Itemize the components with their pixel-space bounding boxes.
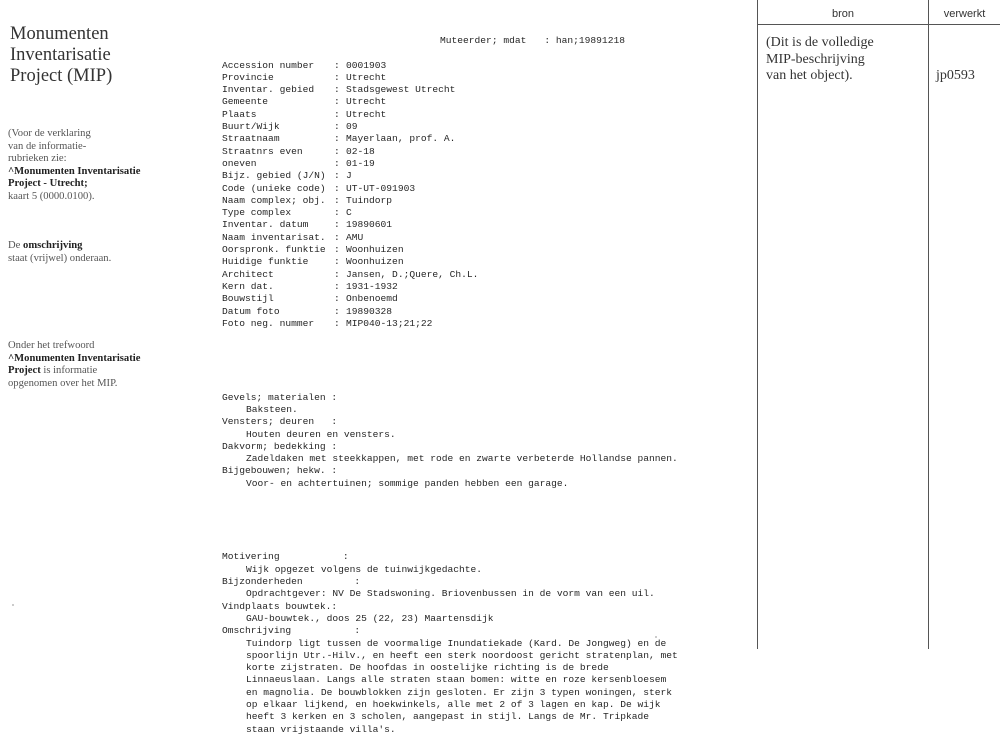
field-value: UT-UT-091903 xyxy=(346,182,416,194)
page-title xyxy=(10,24,180,87)
field-colon: : xyxy=(334,256,340,268)
field-value: Jansen, D.;Quere, Ch.L. xyxy=(346,268,479,280)
field-row xyxy=(222,60,742,72)
field-value: Utrecht xyxy=(346,96,387,108)
field-value: 19890328 xyxy=(346,305,393,317)
bron-line: MIP-beschrijving xyxy=(766,51,865,67)
field-colon: : xyxy=(334,293,340,305)
field-label: Accession number xyxy=(222,59,315,71)
field-colon: : xyxy=(334,71,340,83)
field-label: Code (unieke code) xyxy=(222,182,326,194)
note-line: Onder het trefwoord xyxy=(8,340,95,351)
record-section xyxy=(222,392,742,417)
record-section xyxy=(222,625,742,736)
field-colon: : xyxy=(334,182,340,194)
field-row xyxy=(222,195,742,207)
table-divider xyxy=(928,0,929,649)
field-colon: : xyxy=(334,108,340,120)
section-text-line: Baksteen. xyxy=(246,403,298,415)
field-row xyxy=(222,84,742,96)
section-heading: Gevels; materialen : xyxy=(222,391,338,403)
field-label: Straatnrs even xyxy=(222,145,303,157)
note-text: is informatie xyxy=(40,365,98,377)
field-label: Gemeente xyxy=(222,96,269,108)
field-list xyxy=(222,60,742,331)
field-colon: : xyxy=(334,317,340,329)
scan-speck xyxy=(12,604,14,606)
field-value: AMU xyxy=(346,231,364,243)
field-row xyxy=(222,96,742,108)
field-label: Naam complex; obj. xyxy=(222,194,326,206)
note-line: (Voor de verklaring xyxy=(8,128,91,139)
section-text-line: Tuindorp ligt tussen de voormalige Inundatiekade (Kard. De Jongweg) en de xyxy=(246,637,667,649)
note-line: van de informatie- xyxy=(8,140,87,152)
field-label: Oorspronk. funktie xyxy=(222,244,326,256)
field-colon: : xyxy=(334,170,340,182)
field-row xyxy=(222,293,742,305)
field-colon: : xyxy=(334,280,340,292)
section-heading: Motivering : xyxy=(222,551,349,563)
field-row xyxy=(222,244,742,256)
section-text-line: Linnaeuslaan. Langs alle straten staan bomen: witte en roze kersenbloesem xyxy=(246,674,667,686)
note-line: staat (vrijwel) onderaan. xyxy=(8,252,112,264)
note-bold: omschrijving xyxy=(23,240,83,251)
note-line: opgenomen over het MIP. xyxy=(8,377,118,389)
field-label: Type complex xyxy=(222,207,292,219)
field-colon: : xyxy=(334,268,340,280)
field-colon: : xyxy=(334,231,340,243)
field-value: 02-18 xyxy=(346,145,375,157)
section-text-line: Wijk opgezet volgens de tuinwijkgedachte. xyxy=(246,563,483,575)
field-row xyxy=(222,146,742,158)
field-label: Kern dat. xyxy=(222,280,274,292)
bron-line: van het object). xyxy=(766,68,853,83)
title-line: Monumenten xyxy=(10,24,109,44)
section-text-line: korte zijstraten. De hoofdas in oostelijke richting is de brede xyxy=(246,662,609,674)
note-bold-line: ^Monumenten Inventarisatie xyxy=(8,165,141,177)
field-colon: : xyxy=(334,219,340,231)
field-value: J xyxy=(346,170,352,182)
field-label: Datum foto xyxy=(222,305,280,317)
section-text-line: GAU-bouwtek., doos 25 (22, 23) Maartensdijk xyxy=(246,612,494,624)
field-label: Foto neg. nummer xyxy=(222,317,315,329)
field-value: Woonhuizen xyxy=(346,256,404,268)
muteerder-value: : han;19891218 xyxy=(544,35,625,46)
muteerder-field xyxy=(440,35,625,47)
section-list-physical xyxy=(222,392,742,490)
section-text-line: Houten deuren en vensters. xyxy=(246,428,396,440)
section-heading: Bijgebouwen; hekw. : xyxy=(222,465,338,477)
field-value: Utrecht xyxy=(346,108,387,120)
field-value: C xyxy=(346,207,352,219)
field-colon: : xyxy=(334,59,340,71)
column-header-verwerkt: verwerkt xyxy=(943,8,986,20)
scan-speck xyxy=(655,636,657,638)
field-colon: : xyxy=(334,145,340,157)
field-row xyxy=(222,207,742,219)
field-colon: : xyxy=(334,207,340,219)
section-list-description xyxy=(222,551,742,735)
column-header-bron: bron xyxy=(831,8,855,20)
record-section xyxy=(222,551,742,576)
field-value: 19890601 xyxy=(346,219,393,231)
section-text-line: staan vrijstaande villa's. xyxy=(246,723,396,735)
field-value: Tuindorp xyxy=(346,194,393,206)
field-row xyxy=(222,72,742,84)
field-value: Mayerlaan, prof. A. xyxy=(346,133,456,145)
title-line: Project (MIP) xyxy=(10,66,113,86)
record-section xyxy=(222,576,742,601)
field-value: Woonhuizen xyxy=(346,244,404,256)
field-value: 1931-1932 xyxy=(346,280,398,292)
field-value: 01-19 xyxy=(346,157,375,169)
record-section xyxy=(222,416,742,441)
section-heading: Dakvorm; bedekking : xyxy=(222,440,338,452)
section-text-line: spoorlijn Utr.-Hilv., en heeft een sterk noordoost gericht stratenplan, met xyxy=(246,649,678,661)
bron-cell xyxy=(766,35,926,85)
field-colon: : xyxy=(334,96,340,108)
note-bold-line: Project - Utrecht; xyxy=(8,178,88,190)
field-colon: : xyxy=(334,157,340,169)
field-colon: : xyxy=(334,133,340,145)
field-row xyxy=(222,219,742,231)
field-row xyxy=(222,170,742,182)
field-label: Huidige funktie xyxy=(222,256,309,268)
field-colon: : xyxy=(334,194,340,206)
field-row xyxy=(222,232,742,244)
field-row xyxy=(222,133,742,145)
section-text-line: Voor- en achtertuinen; sommige panden hebben een garage. xyxy=(246,477,569,489)
section-text-line: heeft 3 kerken en 3 scholen, aangepast in stijl. Langs de Mr. Tripkade xyxy=(246,711,650,723)
note-line: rubrieken zie: xyxy=(8,153,67,165)
description-note xyxy=(8,240,188,265)
field-row xyxy=(222,183,742,195)
field-colon: : xyxy=(334,84,340,96)
field-colon: : xyxy=(334,305,340,317)
muteerder-label: Muteerder; mdat xyxy=(440,35,527,46)
section-heading: Vindplaats bouwtek.: xyxy=(222,600,338,612)
field-value: Onbenoemd xyxy=(346,293,398,305)
table-border-left xyxy=(757,0,758,649)
field-label: Buurt/Wijk xyxy=(222,121,280,133)
field-row xyxy=(222,121,742,133)
section-text-line: op elkaar lijkend, en hoekwinkels, alle met 2 of 3 lagen en kap. De wijk xyxy=(246,699,661,711)
field-label: Naam inventarisat. xyxy=(222,231,326,243)
keyword-note xyxy=(8,340,188,390)
field-row xyxy=(222,318,742,330)
field-colon: : xyxy=(334,244,340,256)
field-label: Inventar. datum xyxy=(222,219,309,231)
note-bold: ^Monumenten Inventarisatie xyxy=(8,352,141,364)
field-label: Plaats xyxy=(222,108,257,120)
field-row xyxy=(222,281,742,293)
section-heading: Omschrijving : xyxy=(222,625,361,637)
field-label: Architect xyxy=(222,268,274,280)
note-bold: Project xyxy=(8,365,41,377)
field-row xyxy=(222,109,742,121)
field-row xyxy=(222,269,742,281)
bron-line: (Dit is de volledige xyxy=(766,35,874,50)
section-heading: Vensters; deuren : xyxy=(222,416,338,428)
field-label: Straatnaam xyxy=(222,133,280,145)
record-section xyxy=(222,441,742,466)
field-value: MIP040-13;21;22 xyxy=(346,317,433,329)
record-section xyxy=(222,601,742,626)
field-label: Inventar. gebied xyxy=(222,84,315,96)
table-header-rule xyxy=(757,24,1000,25)
field-value: 0001903 xyxy=(346,59,387,71)
field-row xyxy=(222,256,742,268)
field-value: Utrecht xyxy=(346,71,387,83)
field-label: Bouwstijl xyxy=(222,293,274,305)
verwerkt-cell: jp0593 xyxy=(936,68,975,83)
title-line: Inventarisatie xyxy=(10,45,111,65)
record-section xyxy=(222,465,742,490)
field-value: Stadsgewest Utrecht xyxy=(346,84,456,96)
field-label: Bijz. gebied (J/N) xyxy=(222,170,326,182)
note-text: De xyxy=(8,240,24,251)
field-row xyxy=(222,306,742,318)
section-heading: Bijzonderheden : xyxy=(222,576,361,588)
reference-note xyxy=(8,128,188,204)
field-row xyxy=(222,158,742,170)
field-label: Provincie xyxy=(222,71,274,83)
section-text-line: en magnolia. De bouwblokken zijn gesloten. Er zijn 3 typen woningen, sterk xyxy=(246,686,673,698)
record-body xyxy=(222,35,742,748)
field-colon: : xyxy=(334,121,340,133)
note-line: kaart 5 (0000.0100). xyxy=(8,190,95,202)
section-text-line: Opdrachtgever: NV De Stadswoning. Briovenbussen in de vorm van een uil. xyxy=(246,588,655,600)
field-value: 09 xyxy=(346,121,358,133)
field-label: oneven xyxy=(222,157,257,169)
section-text-line: Zadeldaken met steekkappen, met rode en zwarte verbeterde Hollandse pannen. xyxy=(246,453,678,465)
